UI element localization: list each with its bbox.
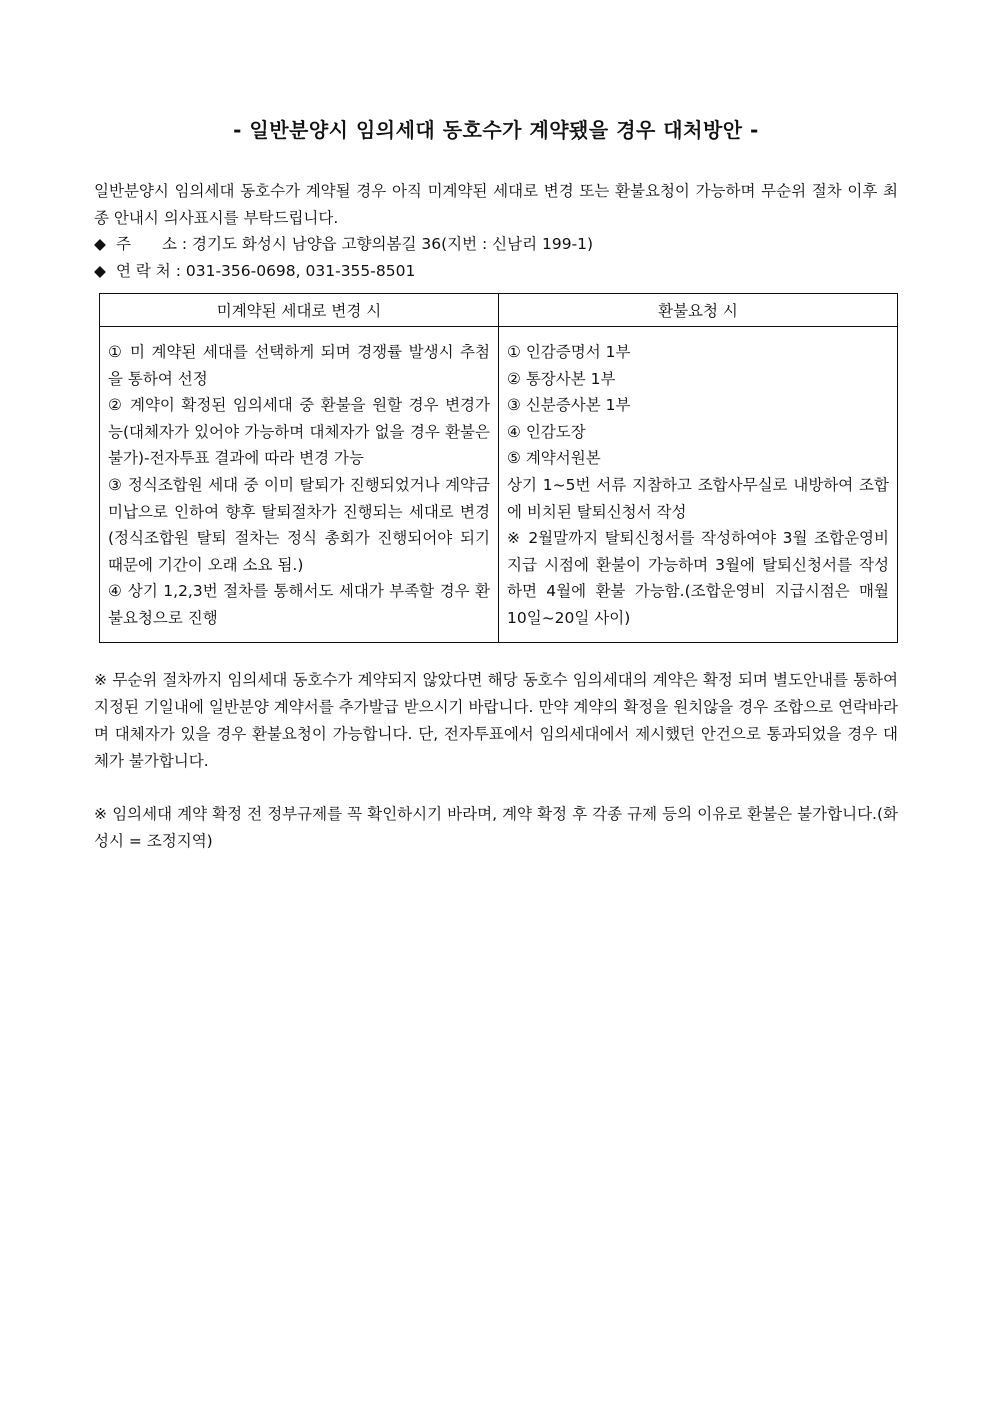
address-value: : 경기도 화성시 남양읍 고향의봄길 36(지번 : 신남리 199-1) (176, 235, 594, 253)
change-unit-cell (100, 327, 499, 643)
page-title: - 일반분양시 임의세대 동호수가 계약됐을 경우 대처방안 - (233, 118, 759, 142)
refund-request-cell (499, 327, 898, 643)
options-table (99, 293, 898, 643)
list-item: ④ 상기 1,2,3번 절차를 통해서도 세대가 부족할 경우 환불요청으로 진행 (108, 582, 490, 627)
table-header-row (100, 294, 898, 327)
list-item: ④ 인감도장 (507, 422, 586, 441)
contact-line (94, 258, 415, 285)
list-item: 상기 1~5번 서류 지참하고 조합사무실로 내방하여 조합에 비치된 탈퇴신청서 작성 (507, 475, 889, 521)
diamond-bullet-icon: ◆ (94, 262, 106, 280)
address-label: 주 소 (116, 235, 177, 253)
contact-label: 연 락 처 (116, 262, 171, 280)
list-item: ① 미 계약된 세대를 선택하게 되며 경쟁률 발생시 추첨을 통하여 선정 (108, 343, 490, 388)
list-item: ② 계약이 확정된 임의세대 중 환불을 원할 경우 변경가능(대체자가 있어야 가능하며 대체자가 없을 경우 환불은 불가)-전자투표 결과에 따라 변경 가능 (108, 396, 490, 468)
note-paragraph: ※ 무순위 절차까지 임의세대 동호수가 계약되지 않았다면 해당 동호수 임의세대의 계약은 확정 되며 별도안내를 통하여 지정된 기일내에 일반분양 계약서를 추가발급 받으시기 바랍니다. 만약 계약의 확정을 원치않을 경우 조합으로 연락바라며 대체자가 있을 경우 환불요청이 가능합니다. 단, 전자투표에서 임의세대에서 제시했던 안건으로 통과되었을 경우 대체가 불가합니다. (94, 671, 898, 770)
list-item: ⑤ 계약서원본 (507, 449, 601, 468)
list-item: ③ 정식조합원 세대 중 이미 탈퇴가 진행되었거나 계약금 미납으로 인하여 향후 탈퇴절차가 진행되는 세대로 변경(정식조합원 탈퇴 절차는 정식 총회가 진행되어야 되기 때문에 기간이 오래 소요 됨.) (108, 475, 490, 574)
header-refund-request: 환불요청 시 (499, 294, 898, 327)
list-item: ② 통장사본 1부 (507, 369, 616, 388)
list-item: ③ 신분증사본 1부 (507, 396, 631, 415)
list-item: ① 인감증명서 1부 (507, 343, 631, 361)
address-line (94, 231, 593, 258)
table-row (100, 327, 898, 643)
intro-paragraph: 일반분양시 임의세대 동호수가 계약될 경우 아직 미계약된 세대로 변경 또는 환불요청이 가능하며 무순위 절차 이후 최종 안내시 의사표시를 부탁드립니다. (94, 182, 898, 227)
note-paragraph: ※ 임의세대 계약 확정 전 정부규제를 꼭 확인하시기 바라며, 계약 확정 후 각종 규제 등의 이유로 환불은 불가합니다.(화성시 = 조정지역) (94, 805, 898, 850)
contact-value: : 031-356-0698, 031-355-8501 (170, 262, 416, 280)
list-item: ※ 2월말까지 탈퇴신청서를 작성하여야 3월 조합운영비 지급 시점에 환불이 가능하며 3월에 탈퇴신청서를 작성하면 4월에 환불 가능함.(조합운영비 지급시점은 매월 10일~20일 사이) (507, 529, 889, 627)
header-change-unit: 미계약된 세대로 변경 시 (100, 294, 499, 327)
diamond-bullet-icon: ◆ (94, 235, 106, 253)
